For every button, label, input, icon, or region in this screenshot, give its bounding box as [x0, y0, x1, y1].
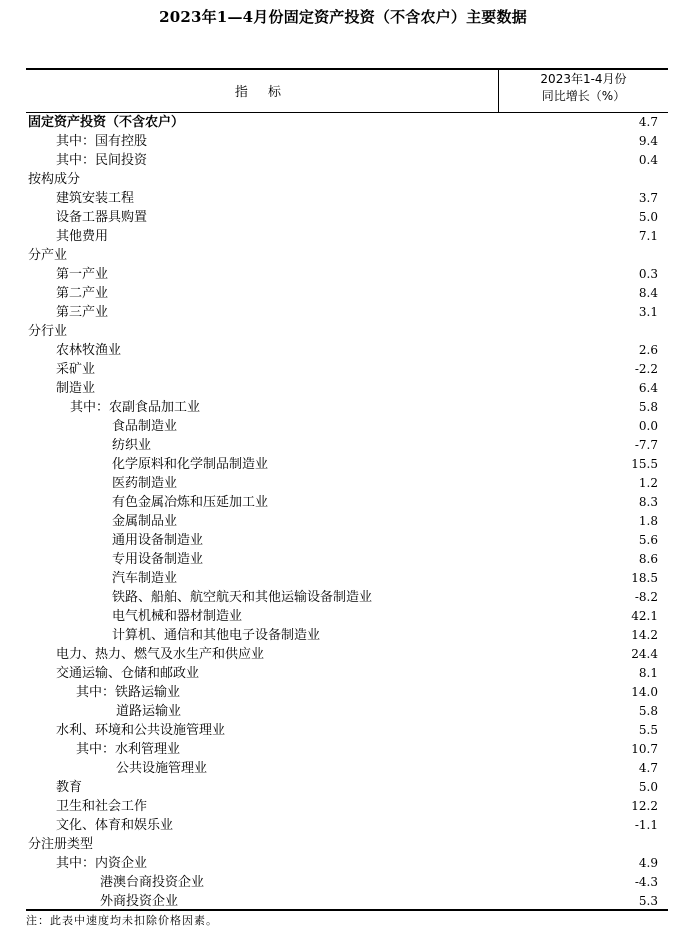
- row-value: 5.0: [638, 210, 658, 224]
- table-row: [26, 873, 668, 892]
- row-label: 通用设备制造业: [112, 533, 204, 548]
- table-row: [26, 132, 668, 151]
- table-row: [26, 702, 668, 721]
- table-row: [26, 512, 668, 531]
- row-value: 3.7: [638, 191, 658, 205]
- table-row: [26, 493, 668, 512]
- table-row: [26, 322, 668, 341]
- table-row: [26, 645, 668, 664]
- row-label: 汽车制造业: [112, 571, 178, 586]
- row-value: 0.4: [638, 153, 658, 167]
- row-label: 固定资产投资（不含农户）: [28, 115, 185, 130]
- row-label: 第二产业: [56, 286, 109, 301]
- row-label: 采矿业: [56, 362, 96, 377]
- row-value: 7.1: [638, 229, 658, 243]
- table-row: [26, 664, 668, 683]
- page-title: 2023年1—4月份固定资产投资（不含农户）主要数据: [159, 8, 527, 26]
- row-value: -2.2: [634, 362, 658, 376]
- row-label: 教育: [56, 780, 83, 795]
- row-label: 食品制造业: [112, 419, 178, 434]
- table-row: [26, 607, 668, 626]
- table-row: [26, 797, 668, 816]
- row-value: 5.8: [638, 400, 658, 414]
- row-value: -7.7: [634, 438, 658, 452]
- table-row: [26, 854, 668, 873]
- row-value: 4.9: [638, 856, 658, 870]
- row-label: 农林牧渔业: [56, 343, 122, 358]
- table-row: [26, 208, 668, 227]
- table-row: [26, 816, 668, 835]
- row-label: 纺织业: [112, 438, 152, 453]
- row-label: 水利、环境和公共设施管理业: [56, 723, 226, 738]
- row-label: 建筑安装工程: [56, 191, 135, 206]
- row-label: 按构成分: [28, 172, 81, 187]
- row-label: 外商投资企业: [100, 894, 179, 909]
- value-column-header: [499, 71, 668, 111]
- row-value: 4.7: [638, 761, 658, 775]
- table-row: [26, 683, 668, 702]
- row-label: 制造业: [56, 381, 96, 396]
- table-row: [26, 550, 668, 569]
- row-value: 5.0: [638, 780, 658, 794]
- table-row: [26, 113, 668, 132]
- row-label: 其中：民间投资: [56, 153, 148, 168]
- row-label: 设备工器具购置: [56, 210, 148, 225]
- table-row: [26, 740, 668, 759]
- table-row: [26, 398, 668, 417]
- row-label: 第一产业: [56, 267, 109, 282]
- row-label: 分注册类型: [28, 837, 94, 852]
- row-label: 卫生和社会工作: [56, 799, 148, 814]
- row-value: 5.5: [638, 723, 658, 737]
- row-label: 交通运输、仓储和邮政业: [56, 666, 200, 681]
- row-value: 24.4: [631, 647, 658, 661]
- row-value: -8.2: [634, 590, 658, 604]
- row-label: 分行业: [28, 324, 68, 339]
- row-label: 化学原料和化学制品制造业: [112, 457, 269, 472]
- row-value: 42.1: [631, 609, 658, 623]
- row-value: 8.3: [638, 495, 658, 509]
- table-row: [26, 759, 668, 778]
- table-row: [26, 455, 668, 474]
- table-row: [26, 626, 668, 645]
- table-row: [26, 721, 668, 740]
- row-value: 14.0: [631, 685, 658, 699]
- row-label: 道路运输业: [116, 704, 182, 719]
- table-row: [26, 284, 668, 303]
- row-value: 1.8: [638, 514, 658, 528]
- row-label: 电气机械和器材制造业: [112, 609, 243, 624]
- table-row: [26, 569, 668, 588]
- row-label: 有色金属冶炼和压延加工业: [112, 495, 269, 510]
- row-label: 铁路、船舶、航空航天和其他运输设备制造业: [112, 590, 373, 605]
- row-value: 10.7: [631, 742, 658, 756]
- table-row: [26, 189, 668, 208]
- row-label: 计算机、通信和其他电子设备制造业: [112, 628, 321, 643]
- row-label: 港澳台商投资企业: [100, 875, 205, 890]
- value-header-unit: 同比增长（%）: [541, 89, 626, 103]
- table-row: [26, 170, 668, 189]
- row-value: 14.2: [631, 628, 658, 642]
- row-label: 其他费用: [56, 229, 109, 244]
- row-label: 公共设施管理业: [116, 761, 208, 776]
- table-row: [26, 151, 668, 170]
- row-value: 4.7: [638, 115, 658, 129]
- row-value: 1.2: [638, 476, 658, 490]
- row-label: 金属制品业: [112, 514, 178, 529]
- data-table: [26, 68, 668, 910]
- row-value: -1.1: [634, 818, 658, 832]
- row-value: 18.5: [631, 571, 658, 585]
- row-value: 6.4: [638, 381, 658, 395]
- row-label: 其中：水利管理业: [76, 742, 181, 757]
- row-value: 9.4: [638, 134, 658, 148]
- row-label: 其中：国有控股: [56, 134, 148, 149]
- footnote: 注：此表中速度均未扣除价格因素。: [26, 914, 218, 927]
- row-value: 8.4: [638, 286, 658, 300]
- row-value: 5.3: [638, 894, 658, 908]
- value-header-period: 2023年1-4月份: [540, 72, 627, 86]
- row-label: 第三产业: [56, 305, 109, 320]
- table-row: [26, 474, 668, 493]
- table-row: [26, 379, 668, 398]
- row-value: 8.6: [638, 552, 658, 566]
- row-label: 其中：农副食品加工业: [70, 400, 201, 415]
- row-value: 8.1: [638, 666, 658, 680]
- row-value: 0.3: [638, 267, 658, 281]
- indicator-column-header: 指 标: [234, 85, 290, 100]
- row-label: 文化、体育和娱乐业: [56, 818, 174, 833]
- table-row: [26, 588, 668, 607]
- table-row: [26, 341, 668, 360]
- row-value: 2.6: [638, 343, 658, 357]
- row-value: 3.1: [638, 305, 658, 319]
- table-row: [26, 436, 668, 455]
- row-value: 5.6: [638, 533, 658, 547]
- row-label: 专用设备制造业: [112, 552, 204, 567]
- row-label: 其中：铁路运输业: [76, 685, 181, 700]
- table-row: [26, 246, 668, 265]
- row-label: 电力、热力、燃气及水生产和供应业: [56, 647, 265, 662]
- row-label: 医药制造业: [112, 476, 178, 491]
- table-bottom-rule: [26, 909, 668, 911]
- row-label: 分产业: [28, 248, 68, 263]
- table-row: [26, 360, 668, 379]
- table-row: [26, 835, 668, 854]
- table-row: [26, 417, 668, 436]
- table-row: [26, 265, 668, 284]
- table-row: [26, 531, 668, 550]
- table-body: [26, 113, 668, 911]
- row-value: 0.0: [638, 419, 658, 433]
- table-row: [26, 778, 668, 797]
- row-value: 5.8: [638, 704, 658, 718]
- table-row: [26, 227, 668, 246]
- row-value: 12.2: [631, 799, 658, 813]
- table-row: [26, 303, 668, 322]
- row-value: -4.3: [634, 875, 658, 889]
- row-value: 15.5: [631, 457, 658, 471]
- row-label: 其中：内资企业: [56, 856, 148, 871]
